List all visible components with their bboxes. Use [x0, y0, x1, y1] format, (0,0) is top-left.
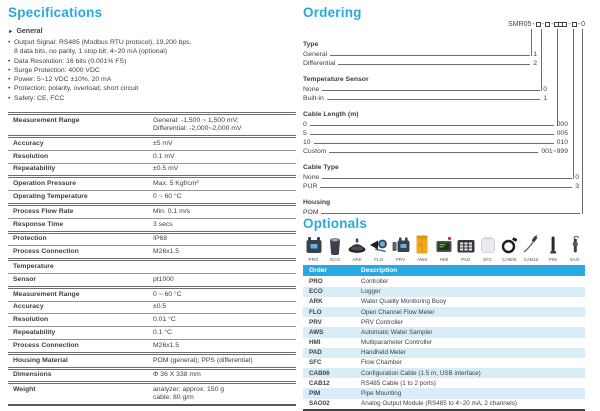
spec-value-line: analyzer: approx. 150 g — [153, 386, 225, 394]
optionals-table-row — [303, 307, 585, 317]
controller-icon — [304, 234, 324, 256]
bullet-continuation-line: 8 data bits, no parity, 1 stop bit; 4~20 mA (optional) — [14, 48, 168, 56]
spec-table-row — [8, 163, 296, 176]
spec-table-row — [8, 367, 296, 382]
spec-table-row — [8, 190, 296, 203]
ordering-group — [303, 41, 585, 68]
optional-product-code: PAD — [461, 257, 471, 262]
model-digit-boxes — [572, 22, 577, 27]
optional-order-code: ARK — [309, 298, 323, 306]
spec-row-label: Protection — [13, 235, 47, 243]
spec-bullet-text — [14, 57, 126, 66]
ordering-group — [303, 199, 585, 217]
optional-description: RS485 Cable (1 to 2 ports) — [361, 379, 436, 387]
optional-product-code: ARK — [352, 257, 362, 262]
optional-description: Flow Chamber — [361, 359, 402, 367]
optional-description: Handheld Meter — [361, 349, 406, 357]
bullet-line: Output Signal: RS485 (Modbus RTU protocol), 19,200 bps, — [14, 39, 192, 46]
ordering-group-name: Type — [303, 41, 319, 48]
ordering-option-label: POM — [303, 209, 319, 216]
spec-value-line: ±0.5 mV — [153, 165, 179, 173]
bullet-line: Surge Protection: 4000 VDC — [14, 66, 100, 74]
optional-product — [412, 234, 433, 262]
optional-description: Analog Output Module (RS485 to 4~20 mA, 2 channels) — [361, 400, 517, 408]
optional-product-code: HMI — [439, 257, 449, 262]
spec-bullet-text — [14, 75, 111, 84]
optional-product — [477, 234, 498, 262]
model-separator: - — [532, 21, 535, 28]
model-prefix: SMR05 — [508, 21, 532, 28]
optional-product-code: SFC — [482, 257, 493, 262]
optional-order-code: SAO02 — [309, 400, 330, 408]
optional-description: PRV Controller — [361, 318, 403, 326]
spec-row-value — [153, 165, 294, 173]
bullet-line: Safety: CE, FCC — [14, 94, 65, 102]
optionals-section — [303, 216, 585, 411]
ordering-option-code: 010 — [556, 139, 568, 146]
ordering-option-row — [303, 59, 585, 68]
description-column-header: Description — [361, 267, 398, 275]
spec-value-line: M26x1.5 — [153, 248, 180, 256]
ordering-option-code: 2 — [533, 60, 537, 67]
model-digit-boxes — [545, 22, 550, 27]
spec-value-line: Max. 5 Kgf/cm² — [153, 180, 199, 188]
spec-row-value — [153, 117, 294, 133]
optional-product — [368, 234, 389, 262]
ordering-option-label: 0 — [303, 121, 307, 128]
ordering-section — [303, 5, 585, 221]
bullet-line: Power: 5~12 VDC ±10%, 20 mA — [14, 76, 112, 84]
ordering-option-code: 0 — [575, 174, 579, 181]
ordering-option-label: General — [303, 51, 328, 58]
ordering-group-name: Cable Type — [303, 164, 339, 171]
spec-value-line: pt1000 — [153, 275, 174, 283]
optional-order-code: CAB12 — [309, 379, 330, 387]
bullet-line: Protection: polarity, overload, short circuit — [14, 85, 139, 93]
ordering-option-row — [303, 182, 585, 191]
spec-row-value — [153, 303, 294, 311]
logger-icon — [325, 234, 345, 256]
ordering-option-label: Built-in — [303, 95, 324, 102]
spec-table-row — [8, 218, 296, 231]
optional-product-code: CAB12 — [523, 257, 539, 262]
spec-value-line: 0.1 °C — [153, 329, 172, 337]
spec-row-value — [153, 316, 294, 324]
model-digit-box — [572, 22, 577, 27]
spec-bullet-text — [14, 94, 64, 103]
optional-product-code: FLO — [374, 257, 384, 262]
bullet-icon: • — [8, 39, 11, 46]
leader-line — [322, 90, 540, 91]
bullet-icon: • — [8, 66, 11, 74]
spec-table-row — [8, 339, 296, 352]
spec-row-value — [153, 291, 294, 299]
spec-table-row — [8, 326, 296, 339]
bullet-line: Data Resolution: 16 bits (0.001% FS) — [14, 57, 127, 65]
model-digit-box — [562, 22, 567, 27]
spec-row-value — [153, 193, 294, 201]
spec-bullet-text — [14, 84, 138, 93]
ordering-option-code: 3 — [575, 183, 579, 190]
optionals-table-row — [303, 388, 585, 398]
optional-order-code: PRV — [309, 318, 322, 326]
optionals-table-row — [303, 338, 585, 348]
optional-product — [325, 234, 346, 262]
optional-product-code: ECO — [330, 257, 341, 262]
spec-bullet-text — [14, 38, 191, 57]
leader-line — [320, 187, 572, 188]
spec-table-row — [8, 203, 296, 218]
spec-row-label: Accuracy — [13, 139, 44, 147]
optional-order-code: HMI — [309, 339, 321, 347]
ordering-option-row — [303, 94, 585, 103]
optional-description: Water Quality Monitoring Buoy — [361, 298, 447, 306]
leader-line — [338, 64, 530, 65]
optional-product — [347, 234, 368, 262]
optional-product — [542, 234, 563, 262]
ordering-option-label: PUR — [303, 183, 318, 190]
leader-line — [329, 152, 538, 153]
spec-row-value — [153, 371, 294, 379]
spec-row-value — [153, 276, 294, 284]
optional-order-code: CAB06 — [309, 369, 330, 377]
ordering-option-code: 1 — [543, 95, 547, 102]
optional-product — [455, 234, 476, 262]
leader-line — [310, 134, 554, 135]
spec-table-row — [8, 258, 296, 273]
model-digit-boxes — [536, 22, 541, 27]
spec-row-label: Response Time — [13, 220, 64, 228]
ordering-option-label: Differential — [303, 60, 336, 67]
ordering-group-name: Temperature Sensor — [303, 76, 369, 83]
model-separator: - — [551, 21, 554, 28]
ordering-option-label: None — [303, 174, 320, 181]
optionals-table-row — [303, 317, 585, 327]
rs485-cable-icon — [521, 234, 541, 256]
spec-row-label: Measurement Range — [13, 290, 80, 298]
optional-product-code: PIM — [548, 257, 557, 262]
spec-table-row — [8, 175, 296, 190]
optional-product — [521, 234, 542, 262]
spec-row-value — [153, 153, 294, 161]
ordering-option-row — [303, 147, 585, 156]
ordering-option-label: Custom — [303, 148, 327, 155]
optionals-table-row — [303, 287, 585, 297]
model-digit-box — [545, 22, 550, 27]
specifications-title: Specifications — [8, 5, 103, 20]
spec-bullet — [8, 38, 296, 57]
ordering-code-diagram — [303, 21, 585, 221]
spec-bullet — [8, 75, 296, 84]
optional-product-code: PRV — [395, 257, 406, 262]
model-suffix: 0 — [581, 21, 585, 28]
spec-value-line: ±0.5 — [153, 303, 167, 311]
leader-line — [310, 125, 554, 126]
optionals-title: Optionals — [303, 216, 368, 231]
spec-value-line: Differential: -2,000~2,000 mV — [153, 125, 242, 133]
ordering-option-row — [303, 138, 585, 147]
spec-row-label: Temperature — [13, 263, 54, 271]
flow-meter-icon — [369, 234, 389, 256]
spec-value-line: 0.1 mV — [153, 152, 175, 160]
spec-table-row — [8, 150, 296, 163]
spec-row-value — [153, 140, 294, 148]
model-digit-boxes — [554, 22, 567, 27]
spec-bullet — [8, 94, 296, 103]
leader-line — [330, 55, 530, 56]
optional-order-code: AWS — [309, 328, 324, 336]
optionals-table-row — [303, 358, 585, 368]
usb-cable-icon — [499, 234, 519, 256]
bullet-icon: • — [8, 57, 11, 65]
optional-description: Logger — [361, 288, 381, 296]
bullet-icon: • — [8, 94, 11, 102]
spec-value-line: 0 ~ 60 °C — [153, 290, 182, 298]
spec-table-row — [8, 273, 296, 286]
spec-row-value — [153, 329, 294, 337]
spec-table-row — [8, 112, 296, 135]
ordering-group — [303, 76, 585, 103]
ordering-option-row — [303, 129, 585, 138]
spec-row-label: Operating Temperature — [13, 193, 88, 201]
spec-row-label: Repeatability — [13, 165, 56, 173]
model-separator: - — [577, 21, 581, 28]
ordering-option-code: 0 — [543, 86, 547, 93]
spec-row-label: Weight — [13, 386, 36, 394]
bullet-icon: • — [8, 85, 11, 93]
spec-row-label: Resolution — [13, 152, 49, 160]
general-bullet-list — [8, 38, 296, 103]
handheld-meter-icon — [456, 234, 476, 256]
optional-description: Controller — [361, 277, 389, 285]
ordering-option-row — [303, 85, 585, 94]
optional-order-code: PIM — [309, 390, 321, 398]
spec-value-line: Min. 0.1 m/s — [153, 207, 191, 215]
leader-line — [321, 213, 580, 214]
spec-value-line: IP68 — [153, 235, 167, 243]
optional-product-code: PRO — [308, 257, 319, 262]
spec-row-label: Resolution — [13, 316, 49, 324]
spec-value-line: M26x1.5 — [153, 341, 180, 349]
general-subheading — [8, 28, 296, 35]
ordering-option-row — [303, 120, 585, 129]
triangle-bullet-icon: ► — [8, 28, 14, 35]
optional-product-code: SAO — [569, 257, 580, 262]
ordering-title: Ordering — [303, 5, 362, 20]
spec-row-label: Process Connection — [13, 341, 79, 349]
general-subheading-label: General — [16, 28, 43, 35]
optional-description: Multiparameter Controller — [361, 339, 433, 347]
spec-table-row — [8, 245, 296, 258]
model-separator: - — [541, 21, 545, 28]
spec-table-row — [8, 313, 296, 326]
spec-value-line: ±5 mV — [153, 139, 173, 147]
optional-product — [564, 234, 585, 262]
spec-row-label: Operation Pressure — [13, 180, 77, 188]
water-sampler-icon — [412, 234, 432, 256]
flow-chamber-icon — [478, 234, 498, 256]
spec-value-line: Φ 36 X 338 mm — [153, 371, 201, 379]
ordering-option-row — [303, 173, 585, 182]
spec-row-value — [153, 235, 294, 243]
optionals-table-row — [303, 327, 585, 337]
order-column-header: Order — [309, 267, 327, 275]
spec-row-value — [153, 221, 294, 229]
spec-row-value — [153, 342, 294, 350]
model-digit-box — [536, 22, 541, 27]
spec-row-value — [153, 357, 294, 365]
spec-table-row — [8, 231, 296, 246]
optional-order-code: ECO — [309, 288, 323, 296]
optional-description: Open Channel Flow Meter — [361, 308, 435, 316]
spec-row-value — [153, 248, 294, 256]
optional-product — [434, 234, 455, 262]
spec-row-label: Housing Material — [13, 356, 68, 364]
spec-row-label: Sensor — [13, 275, 37, 283]
spec-row-label: Accuracy — [13, 303, 44, 311]
spec-table-row — [8, 301, 296, 314]
hmi-icon — [434, 234, 454, 256]
spec-row-label: Repeatability — [13, 329, 56, 337]
spec-row-value — [153, 180, 294, 188]
spec-row-label: Measurement Range — [13, 116, 80, 124]
model-code — [508, 21, 585, 28]
spec-row-value — [153, 386, 294, 402]
optionals-table-row — [303, 348, 585, 358]
optional-description: Configuration Cable (1.5 m, USB interface) — [361, 369, 481, 377]
optionals-table-row — [303, 399, 585, 409]
spec-value-line: General: -1,500 ~ 1,500 mV; — [153, 116, 239, 124]
spec-value-line: 0.01 °C — [153, 316, 176, 324]
spec-table-row — [8, 352, 296, 367]
pipe-mount-icon — [543, 234, 563, 256]
optional-product-code: CAB06 — [501, 257, 517, 262]
spec-table-row — [8, 286, 296, 301]
optional-product-code: AWS — [417, 257, 428, 262]
optional-order-code: PAD — [309, 349, 322, 357]
bullet-icon: • — [8, 76, 11, 84]
optionals-table-row — [303, 276, 585, 286]
ordering-option-label: None — [303, 86, 320, 93]
spec-row-label: Dimensions — [13, 371, 52, 379]
ordering-option-code: 000 — [556, 121, 568, 128]
model-separator: - — [568, 21, 571, 28]
spec-row-label: Process Flow Rate — [13, 207, 74, 215]
optional-order-code: FLO — [309, 308, 322, 316]
optional-product — [499, 234, 520, 262]
optional-product — [390, 234, 411, 262]
prv-controller-icon — [391, 234, 411, 256]
spec-value-line: POM (general); PPS (differential) — [153, 356, 253, 364]
buoy-icon — [347, 234, 367, 256]
leader-line — [327, 99, 540, 100]
optional-description: Pipe Mounting — [361, 390, 402, 398]
spec-bullet-text — [14, 66, 100, 75]
spec-table-row — [8, 381, 296, 404]
spec-value-line: 0 ~ 60 °C — [153, 193, 182, 201]
spec-row-value — [153, 208, 294, 216]
optionals-table-row — [303, 368, 585, 378]
ordering-option-groups — [303, 41, 585, 225]
spec-value-line: cable: 80 g/m — [153, 394, 194, 402]
leader-line — [322, 178, 572, 179]
ordering-option-label: 10 — [303, 139, 311, 146]
ordering-group-name: Cable Length (m) — [303, 111, 359, 118]
optional-product — [303, 234, 324, 262]
spec-row-label: Process Connection — [13, 248, 79, 256]
spec-value-line: 3 secs — [153, 220, 173, 228]
leader-line — [314, 143, 554, 144]
specifications-section — [8, 5, 296, 406]
spec-bullet — [8, 66, 296, 75]
optionals-table — [303, 265, 585, 411]
ordering-group — [303, 164, 585, 191]
ordering-group — [303, 111, 585, 156]
optional-order-code: PRO — [309, 277, 323, 285]
ordering-group-name: Housing — [303, 199, 331, 206]
optional-order-code: SFC — [309, 359, 322, 367]
spec-bullet — [8, 84, 296, 93]
optionals-table-row — [303, 378, 585, 388]
ordering-option-label: 5 — [303, 130, 307, 137]
optional-products-row — [303, 234, 585, 262]
ordering-option-code: 1 — [533, 51, 537, 58]
spec-bullet — [8, 57, 296, 66]
specifications-table — [8, 112, 296, 406]
optionals-table-header — [303, 265, 585, 276]
optionals-table-row — [303, 297, 585, 307]
ordering-option-row — [303, 50, 585, 59]
analog-module-icon — [565, 234, 585, 256]
spec-table-row — [8, 135, 296, 150]
optional-description: Automatic Water Sampler — [361, 328, 433, 336]
ordering-option-code: 001~999 — [541, 148, 568, 155]
ordering-option-code: 005 — [556, 130, 568, 137]
